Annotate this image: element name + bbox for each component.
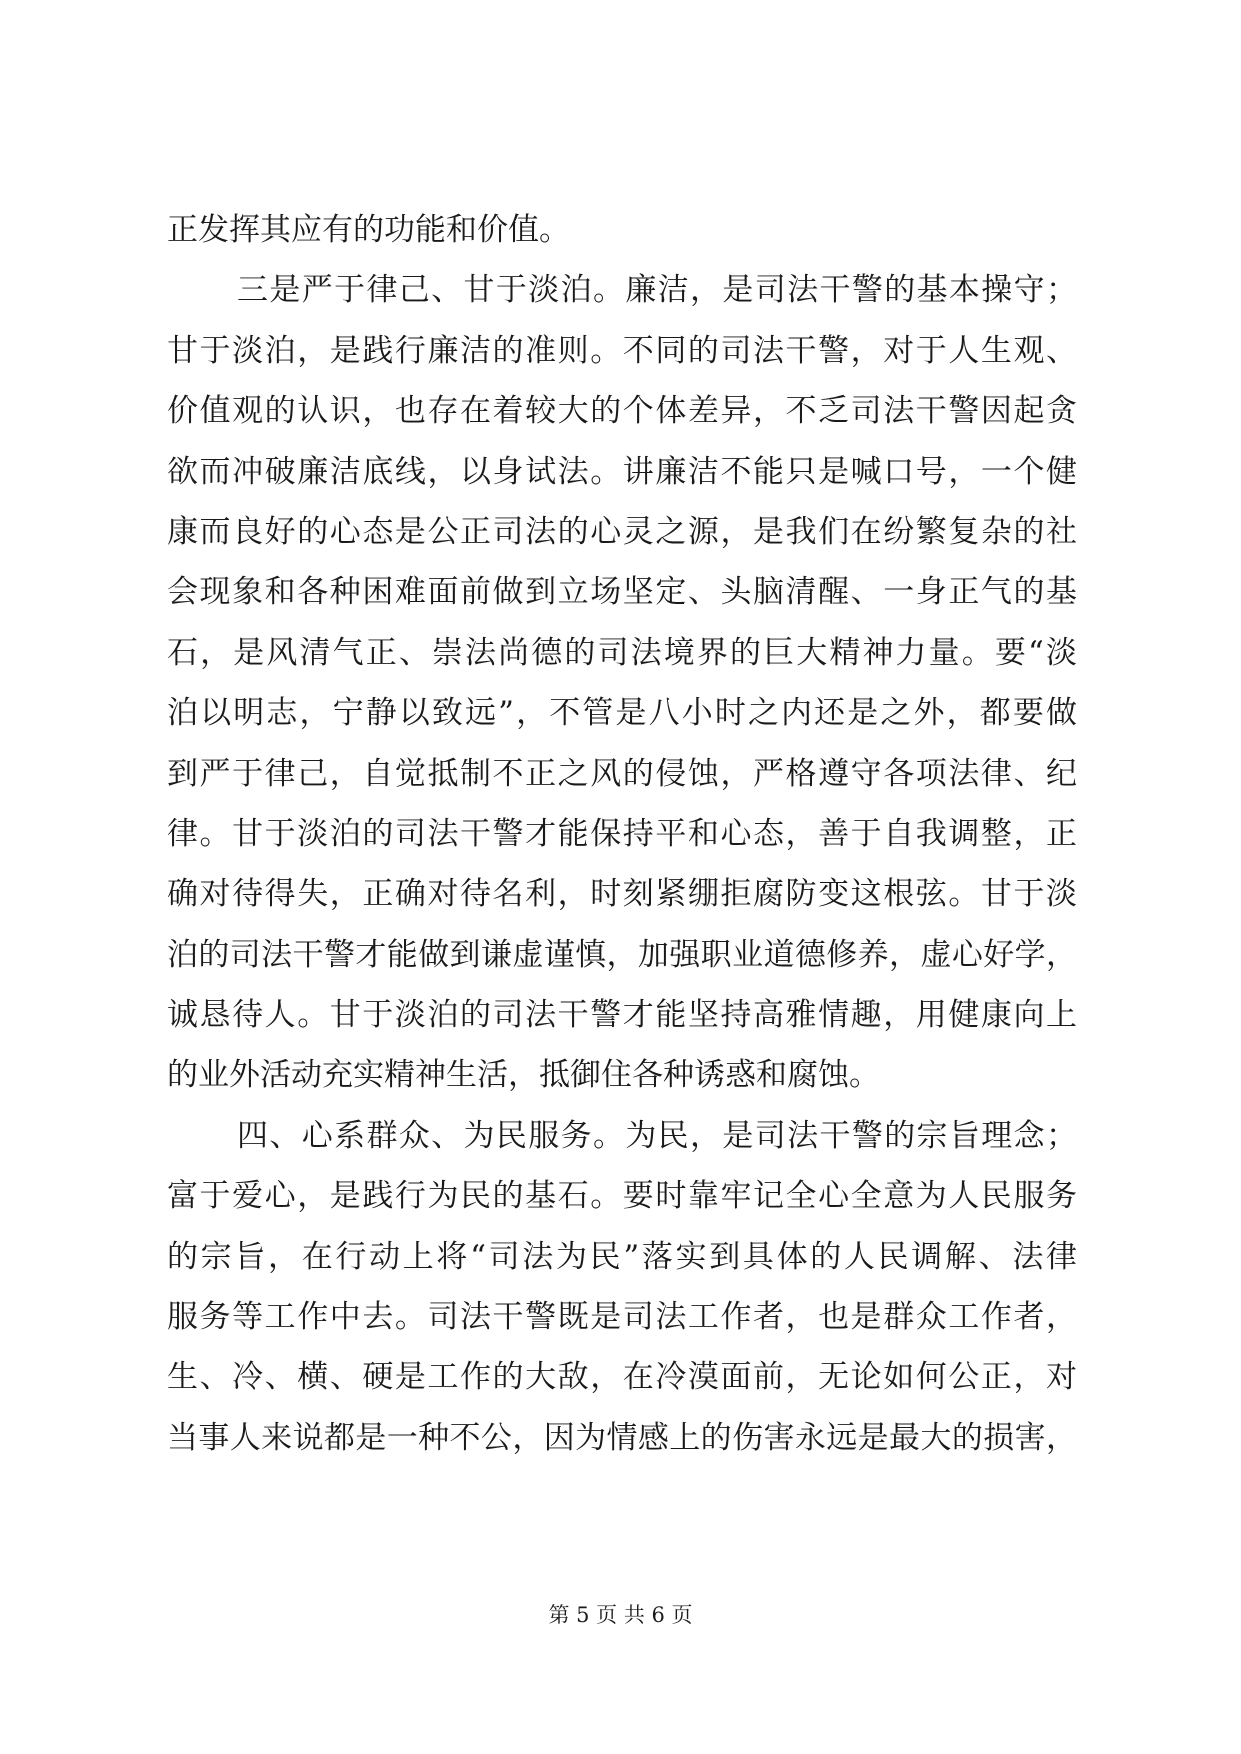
paragraph-line: 石，是风清气正、崇法尚德的司法境界的巨大精神力量。要“淡 xyxy=(167,634,1077,671)
paragraph-line: 当事人来说都是一种不公，因为情感上的伤害永远是最大的损害， xyxy=(167,1419,1077,1456)
paragraph-line: 的业外活动充实精神生活，抵御住各种诱惑和腐蚀。 xyxy=(167,1057,880,1094)
paragraph-line: 诚恳待人。甘于淡泊的司法干警才能坚持高雅情趣，用健康向上 xyxy=(167,997,1077,1034)
paragraph-line: 富于爱心，是践行为民的基石。要时靠牢记全心全意为人民服务 xyxy=(167,1178,1077,1215)
paragraph-line: 泊的司法干警才能做到谦虚谨慎，加强职业道德修养，虚心好学， xyxy=(167,936,1077,973)
paragraph-line: 律。甘于淡泊的司法干警才能保持平和心态，善于自我调整，正 xyxy=(167,815,1077,852)
paragraph-line: 生、冷、横、硬是工作的大敌，在冷漠面前，无论如何公正，对 xyxy=(167,1359,1077,1396)
paragraph-line: 价值观的认识，也存在着较大的个体差异，不乏司法干警因起贪 xyxy=(167,393,1077,430)
paragraph-line: 四、心系群众、为民服务。为民，是司法干警的宗旨理念； xyxy=(237,1117,1077,1154)
paragraph-line: 服务等工作中去。司法干警既是司法工作者，也是群众工作者， xyxy=(167,1299,1077,1336)
paragraph-line: 三是严于律己、甘于淡泊。廉洁，是司法干警的基本操守； xyxy=(237,272,1077,309)
paragraph-line: 甘于淡泊，是践行廉洁的准则。不同的司法干警，对于人生观、 xyxy=(167,332,1077,369)
paragraph-line: 到严于律己，自觉抵制不正之风的侵蚀，严格遵守各项法律、纪 xyxy=(167,755,1077,792)
paragraph-line: 正发挥其应有的功能和价值。 xyxy=(167,212,570,248)
page-number-footer: 第 5 页 共 6 页 xyxy=(548,1603,693,1627)
body-text xyxy=(167,200,1077,1468)
paragraph-line: 泊以明志，宁静以致远”，不管是八小时之内还是之外，都要做 xyxy=(167,695,1077,732)
paragraph-line: 会现象和各种困难面前做到立场坚定、头脑清醒、一身正气的基 xyxy=(167,574,1077,611)
paragraph-line: 的宗旨，在行动上将“司法为民”落实到具体的人民调解、法律 xyxy=(167,1238,1077,1275)
paragraph-line: 确对待得失，正确对待名利，时刻紧绷拒腐防变这根弦。甘于淡 xyxy=(167,876,1077,913)
paragraph-line: 康而良好的心态是公正司法的心灵之源，是我们在纷繁复杂的社 xyxy=(167,513,1077,550)
paragraph-line: 欲而冲破廉洁底线，以身试法。讲廉洁不能只是喊口号，一个健 xyxy=(167,453,1077,490)
